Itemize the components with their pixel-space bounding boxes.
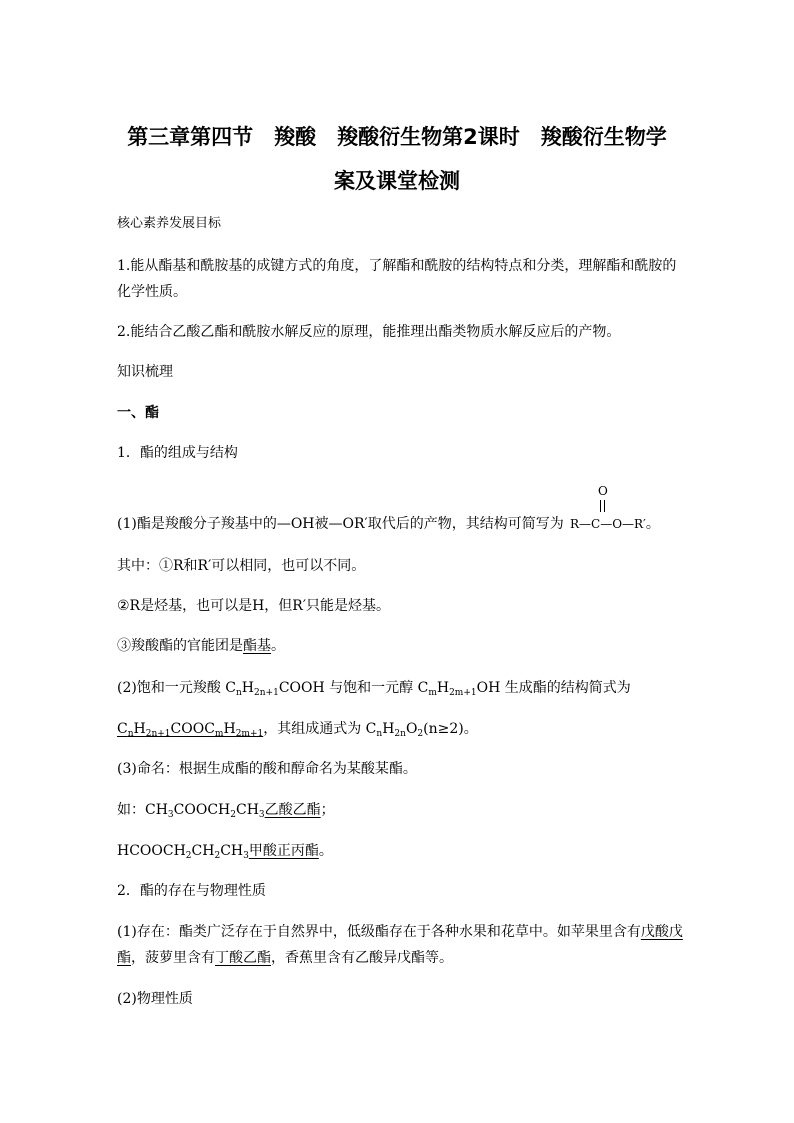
chain-tail: 。 (645, 516, 660, 532)
text: ； (320, 802, 335, 818)
answer-name: 甲酸正丙酯 (248, 843, 319, 859)
page-title-line-1: 第三章第四节 羧酸 羧酸衍生物第2课时 羧酸衍生物学 (127, 125, 667, 149)
sub: n (236, 688, 242, 698)
sub: m (214, 729, 224, 739)
carbonyl-oxygen: O (598, 484, 608, 498)
text: CH (220, 843, 244, 859)
goal-1-line-2: 化学性质。 (117, 284, 187, 300)
sub: n (376, 729, 383, 739)
knowledge-label: 知识梳理 (117, 364, 173, 380)
sub: 2n+1 (145, 729, 171, 739)
text: 。 (318, 843, 333, 859)
goal-2: 2.能结合乙酸乙酯和酰胺水解反应的原理，能推理出酯类物质水解反应后的产物。 (117, 324, 621, 340)
sub: 2n (394, 729, 406, 739)
paragraph-occurrence-line-1 (117, 919, 687, 945)
sub: 2n+1 (254, 688, 279, 698)
structure-chain (570, 513, 660, 533)
paragraph-physical-properties: (2)物理性质 (117, 991, 193, 1007)
text: ，香蕉里含有乙酸异戊酯等。 (271, 950, 453, 966)
page-title-line-2: 案及课堂检测 (334, 169, 460, 193)
text: H (436, 680, 450, 696)
text: C (117, 721, 128, 737)
text: HCOOCH (117, 843, 186, 859)
sub: 2 (230, 810, 236, 820)
text: 。 (271, 638, 285, 654)
chain-text: R—C—O—R′ (570, 517, 646, 531)
example-ethyl-acetate (117, 797, 687, 823)
ester-structure-formula (570, 484, 680, 534)
paragraph-saturated-acid (117, 675, 687, 701)
sub: 2 (214, 851, 221, 861)
sub: n (127, 729, 134, 739)
sub: 2 (417, 729, 424, 739)
sub: 2 (185, 851, 192, 861)
heading-ester: 一、酯 (117, 405, 159, 421)
text: H (133, 721, 146, 737)
sub: 2m+1 (235, 729, 264, 739)
definition-text: (1)酯是羧酸分子羧基中的—OH被—OR′取代后的产物，其结构可简写为 (117, 516, 564, 532)
example-propyl-formate (117, 838, 687, 864)
subheading-occurrence: 2．酯的存在与物理性质 (117, 883, 266, 899)
text: (n≥2)。 (423, 721, 478, 737)
text: CH (235, 802, 259, 818)
paragraph-r-groups: 其中：①R和R′可以相同，也可以不同。 (117, 558, 366, 574)
paragraph-general-formula (117, 716, 687, 742)
answer-ester-formula (117, 721, 263, 737)
text: H (382, 721, 395, 737)
goal-1-line-1: 1.能从酯基和酰胺基的成键方式的角度，了解酯和酰胺的结构特点和分类，理解酯和酰胺的 (117, 258, 677, 274)
paragraph-occurrence-line-2 (117, 945, 687, 971)
text: COOC (170, 721, 215, 737)
answer-pentyl: 戊酸戊 (640, 924, 683, 940)
answer-ester-group: 酯基 (243, 638, 271, 654)
paragraph-functional-group (117, 633, 687, 659)
text: ，菠萝里含有 (131, 950, 215, 966)
double-bond (600, 500, 605, 512)
subheading-composition: 1．酯的组成与结构 (117, 445, 238, 461)
text: H (223, 721, 236, 737)
answer-name: 乙酸乙酯 (264, 802, 321, 818)
answer-ethyl-butyrate: 丁酸乙酯 (215, 950, 271, 966)
sub: 3 (167, 810, 174, 820)
sub: 2m+1 (449, 688, 477, 698)
text: O (405, 721, 418, 737)
text: CH (191, 843, 215, 859)
text: (1)存在：酯类广泛存在于自然界中，低级酯存在于各种水果和花草中。如苹果里含有 (117, 924, 641, 940)
text: COOH 与饱和一元醇 C (278, 680, 429, 696)
paragraph-naming: (3)命名：根据生成酯的酸和醇命名为某酸某酯。 (117, 761, 417, 777)
sub: 3 (243, 851, 249, 861)
text: OH 生成酯的结构简式为 (476, 680, 631, 696)
text: (2)饱和一元羧酸 C (117, 680, 236, 696)
text: ，其组成通式为 C (263, 721, 377, 737)
section-label: 核心素养发展目标 (117, 216, 222, 231)
text: 如：CH (117, 802, 168, 818)
sub: 3 (258, 810, 265, 820)
paragraph-r-hydrocarbon: ②R是烃基，也可以是H，但R′只能是烃基。 (117, 598, 391, 614)
text: H (241, 680, 255, 696)
answer-pentyl-tail: 酯 (117, 950, 131, 966)
text: COOCH (173, 802, 231, 818)
text: ③羧酸酯的官能团是 (117, 638, 243, 654)
sub: m (428, 688, 437, 698)
